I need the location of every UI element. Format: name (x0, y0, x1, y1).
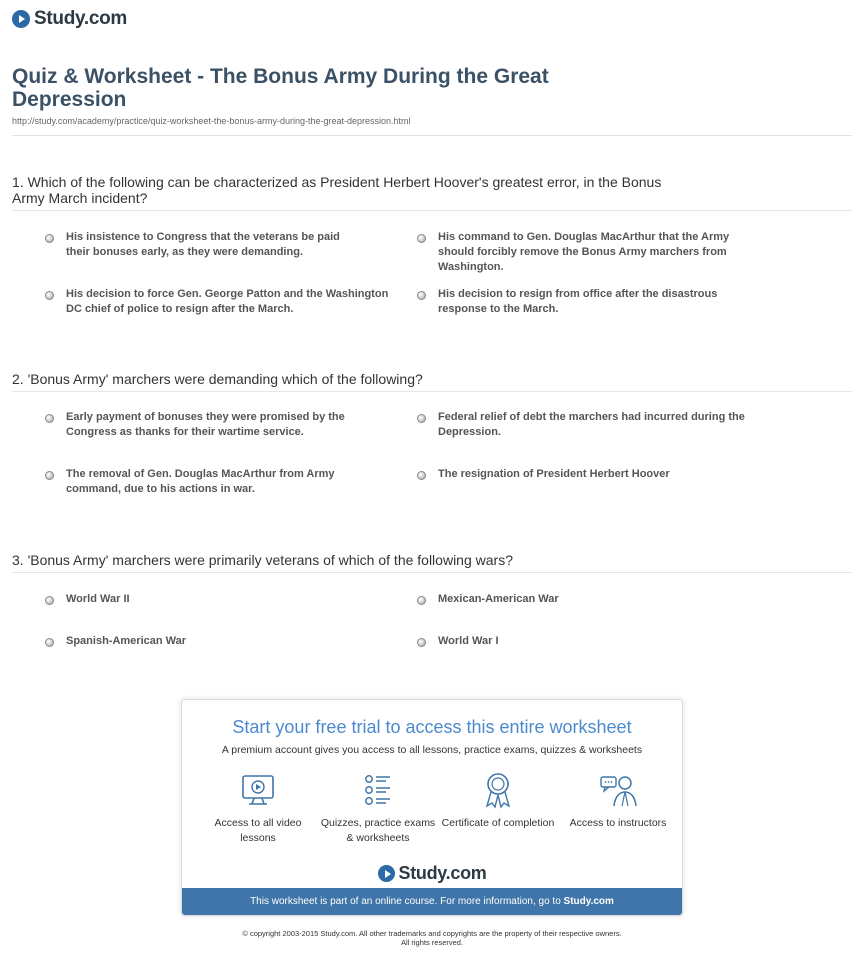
radio-button-icon[interactable] (45, 291, 54, 300)
quiz-list-icon (358, 770, 398, 810)
logo-text: Study.com (34, 8, 128, 29)
promo-logo[interactable] (182, 863, 682, 884)
feature-quizzes (318, 770, 438, 846)
answer-text: World War I (438, 635, 499, 647)
radio-button-icon[interactable] (45, 596, 54, 605)
answer-text: Federal relief of debt the marchers had incurred during the Depression. (438, 411, 745, 438)
play-logo-icon (378, 865, 395, 882)
promo-subtitle: A premium account gives you access to all lessons, practice exams, quizzes & worksheets (221, 744, 643, 756)
divider (12, 135, 852, 136)
answer-text: Mexican-American War (438, 593, 559, 605)
answer-text: His command to Gen. Douglas MacArthur that the Army should forcibly remove the Bonus Army marchers from Washington. (438, 231, 730, 273)
answer-option[interactable] (417, 467, 747, 482)
site-logo[interactable] (12, 8, 127, 30)
answer-option[interactable] (45, 592, 365, 607)
answer-option[interactable] (417, 592, 737, 607)
radio-button-icon[interactable] (417, 596, 426, 605)
radio-button-icon[interactable] (45, 414, 54, 423)
feature-label: Access to all video lessons (214, 817, 302, 844)
answer-option[interactable] (417, 410, 747, 440)
answer-option[interactable] (417, 230, 767, 275)
answer-text: Spanish-American War (66, 635, 187, 647)
question-divider (12, 572, 852, 573)
question-text: 2. 'Bonus Army' marchers were demanding which of the following? (12, 371, 423, 387)
feature-label: Certificate of completion (441, 817, 555, 829)
answer-option[interactable] (45, 467, 390, 497)
feature-label: Access to instructors (569, 817, 667, 829)
instructor-icon (598, 770, 638, 810)
question-divider (12, 210, 852, 211)
feature-certificate (438, 770, 558, 831)
radio-button-icon[interactable] (417, 638, 426, 647)
answer-option[interactable] (45, 634, 365, 649)
certificate-icon (478, 770, 518, 810)
play-logo-icon (12, 10, 30, 28)
footer-link[interactable]: Study.com (563, 896, 614, 907)
promo-title[interactable]: Start your free trial to access this entire worksheet (232, 717, 632, 737)
answer-option[interactable] (45, 287, 390, 317)
promo-footer (182, 888, 682, 915)
radio-button-icon[interactable] (417, 414, 426, 423)
question-divider (12, 391, 852, 392)
radio-button-icon[interactable] (45, 471, 54, 480)
feature-label: Quizzes, practice exams & worksheets (320, 817, 436, 844)
answer-text: World War II (66, 593, 130, 605)
copyright-line: All rights reserved. (400, 938, 464, 947)
question-text: 1. Which of the following can be characterized as President Herbert Hoover's greatest error, in the Bonus Army March incident? (12, 174, 662, 206)
radio-button-icon[interactable] (45, 638, 54, 647)
radio-button-icon[interactable] (417, 234, 426, 243)
answer-option[interactable] (45, 410, 395, 440)
question-2 (12, 371, 852, 392)
feature-list (192, 770, 672, 850)
logo-text: Study.com (398, 863, 487, 883)
video-lesson-icon (238, 770, 278, 810)
radio-button-icon[interactable] (417, 471, 426, 480)
radio-button-icon[interactable] (417, 291, 426, 300)
answer-option[interactable] (45, 230, 365, 260)
question-3 (12, 552, 852, 573)
feature-video-lessons (198, 770, 318, 846)
answer-text: The removal of Gen. Douglas MacArthur from Army command, due to his actions in war. (66, 468, 335, 495)
footer-text: This worksheet is part of an online course. For more information, go to (250, 896, 561, 907)
question-text: 3. 'Bonus Army' marchers were primarily veterans of which of the following wars? (12, 552, 513, 568)
question-1 (12, 174, 852, 211)
feature-instructors (558, 770, 678, 831)
page-title: Quiz & Worksheet - The Bonus Army During the Great Depression (12, 65, 549, 111)
answer-text: His decision to resign from office after the disastrous response to the March. (438, 288, 718, 315)
answer-text: His insistence to Congress that the veterans be paid their bonuses early, as they were demanding. (66, 231, 340, 258)
answer-text: Early payment of bonuses they were promised by the Congress as thanks for their wartime service. (66, 411, 345, 438)
answer-option[interactable] (417, 634, 737, 649)
radio-button-icon[interactable] (45, 234, 54, 243)
answer-text: His decision to force Gen. George Patton and the Washington DC chief of police to resign after the March. (66, 288, 389, 315)
copyright (0, 929, 864, 947)
page-url: http://study.com/academy/practice/quiz-worksheet-the-bonus-army-during-the-great-depression.html (12, 116, 411, 126)
copyright-line: © copyright 2003-2015 Study.com. All other trademarks and copyrights are the property of their respective owners. (242, 929, 622, 938)
free-trial-promo (181, 699, 683, 916)
answer-text: The resignation of President Herbert Hoover (438, 468, 670, 480)
answer-option[interactable] (417, 287, 767, 317)
